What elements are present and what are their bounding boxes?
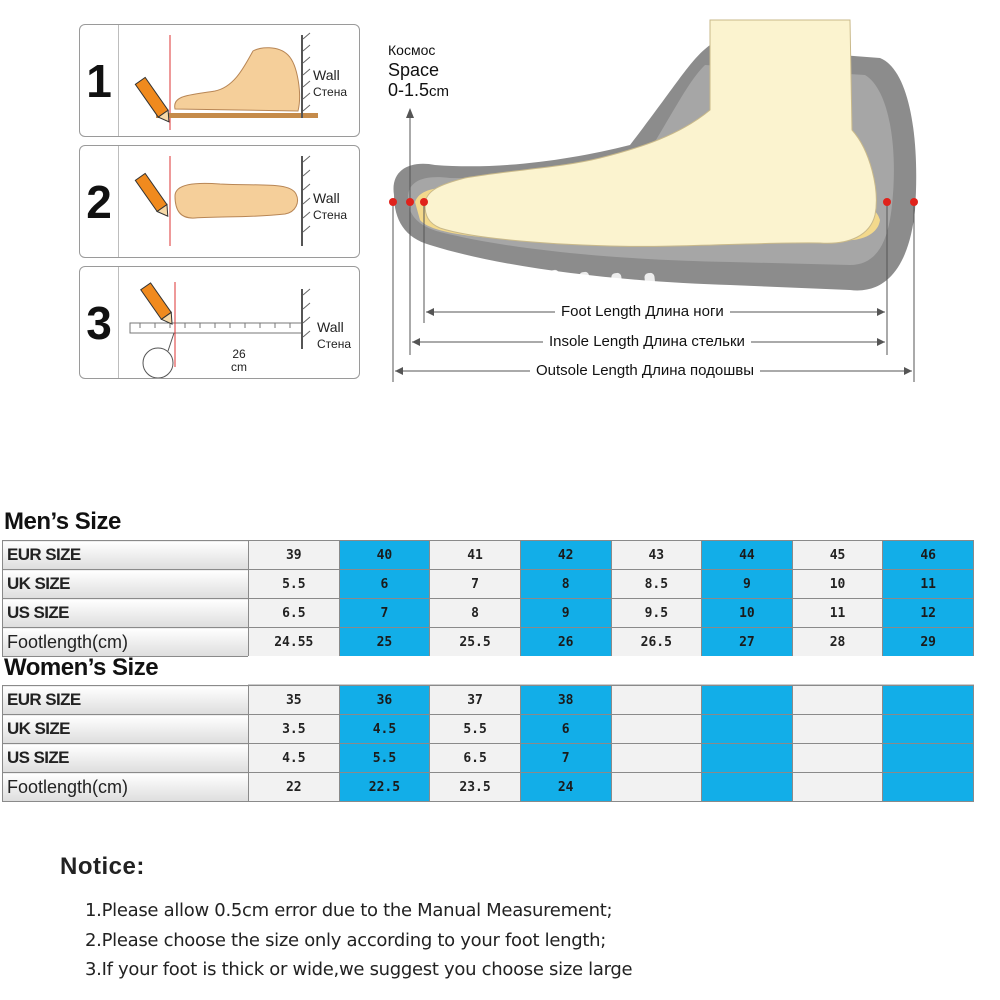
size-cell	[702, 686, 793, 715]
table-row	[3, 744, 974, 773]
size-cell: 25.5	[430, 628, 521, 657]
size-cell: 41	[430, 541, 521, 570]
size-cell: 4.5	[249, 744, 340, 773]
size-cell: 10	[702, 599, 793, 628]
notice-item-3: 3.If your foot is thick or wide,we suggest you choose size large	[85, 959, 633, 980]
size-cell: 7	[520, 744, 611, 773]
row-label: US SIZE	[3, 744, 249, 773]
table-row	[3, 773, 974, 802]
size-cell: 6.5	[430, 744, 521, 773]
size-cell: 8	[430, 599, 521, 628]
row-label: Footlength(cm)	[3, 628, 249, 657]
size-cell: 25	[339, 628, 430, 657]
women-size-title: Women’s Size	[4, 654, 159, 681]
row-label: UK SIZE	[3, 715, 249, 744]
size-cell: 11	[883, 570, 974, 599]
size-cell: 10	[792, 570, 883, 599]
size-cell: 35	[249, 686, 340, 715]
wall-label: Wall Стена	[313, 67, 348, 99]
table-row	[3, 686, 974, 715]
size-cell: 9	[520, 599, 611, 628]
size-cell: 22	[249, 773, 340, 802]
size-cell: 9.5	[611, 599, 702, 628]
size-cell: 46	[883, 541, 974, 570]
size-cell	[611, 686, 702, 715]
size-cell: 5.5	[430, 715, 521, 744]
size-cell	[792, 686, 883, 715]
step-number: 2	[80, 146, 119, 257]
table-row	[3, 599, 974, 628]
table-row	[3, 570, 974, 599]
table-row	[3, 628, 974, 657]
size-cell: 26	[520, 628, 611, 657]
row-label: US SIZE	[3, 599, 249, 628]
wall-label: Wall Стена	[313, 190, 348, 222]
men-size-title: Men’s Size	[4, 508, 121, 535]
size-cell: 40	[339, 541, 430, 570]
size-cell: 22.5	[339, 773, 430, 802]
size-cell: 23.5	[430, 773, 521, 802]
size-cell	[883, 773, 974, 802]
size-cell: 11	[792, 599, 883, 628]
women-size-table	[2, 685, 974, 802]
step-panel-3	[79, 266, 360, 379]
size-cell: 5.5	[339, 744, 430, 773]
size-cell: 5.5	[249, 570, 340, 599]
size-cell: 29	[883, 628, 974, 657]
table-row	[3, 541, 974, 570]
size-cell: 4.5	[339, 715, 430, 744]
size-cell	[883, 686, 974, 715]
size-cell	[611, 715, 702, 744]
size-cell	[702, 773, 793, 802]
notice-item-2: 2.Please choose the size only according to your foot length;	[85, 930, 606, 951]
size-cell	[611, 744, 702, 773]
step-number: 3	[80, 267, 119, 378]
foot-length-label: Foot Length Длина ноги	[555, 303, 730, 320]
size-cell: 6	[339, 570, 430, 599]
size-cell	[611, 773, 702, 802]
size-cell: 24	[520, 773, 611, 802]
size-cell: 36	[339, 686, 430, 715]
size-cell: 45	[792, 541, 883, 570]
size-cell: 38	[520, 686, 611, 715]
size-cell	[702, 715, 793, 744]
row-label: UK SIZE	[3, 570, 249, 599]
size-cell: 37	[430, 686, 521, 715]
wall-label: Wall Стена	[317, 319, 352, 351]
size-cell: 12	[883, 599, 974, 628]
size-cell: 8	[520, 570, 611, 599]
size-cell: 3.5	[249, 715, 340, 744]
men-size-table	[2, 540, 974, 657]
size-cell: 28	[792, 628, 883, 657]
size-cell: 24.55	[249, 628, 340, 657]
step-panel-2	[79, 145, 360, 258]
size-cell: 8.5	[611, 570, 702, 599]
size-cell: 26.5	[611, 628, 702, 657]
size-cell: 27	[702, 628, 793, 657]
size-cell	[702, 744, 793, 773]
size-cell: 6	[520, 715, 611, 744]
size-cell	[792, 715, 883, 744]
size-cell: 7	[339, 599, 430, 628]
women-title-row-spacer	[248, 656, 974, 685]
size-cell	[883, 744, 974, 773]
size-cell: 43	[611, 541, 702, 570]
size-cell	[883, 715, 974, 744]
insole-length-label: Insole Length Длина стельки	[543, 333, 751, 350]
size-cell: 44	[702, 541, 793, 570]
outsole-length-label: Outsole Length Длина подошвы	[530, 362, 760, 379]
row-label: EUR SIZE	[3, 541, 249, 570]
table-row	[3, 715, 974, 744]
size-cell: 42	[520, 541, 611, 570]
size-cell	[792, 773, 883, 802]
measure-badge: 26 cm	[231, 347, 247, 374]
row-label: EUR SIZE	[3, 686, 249, 715]
size-cell: 6.5	[249, 599, 340, 628]
size-cell: 9	[702, 570, 793, 599]
notice-item-1: 1.Please allow 0.5cm error due to the Manual Measurement;	[85, 900, 613, 921]
size-cell	[792, 744, 883, 773]
row-label: Footlength(cm)	[3, 773, 249, 802]
size-cell: 39	[249, 541, 340, 570]
notice-title: Notice:	[60, 853, 145, 880]
size-cell: 7	[430, 570, 521, 599]
step-panel-1	[79, 24, 360, 137]
step-number: 1	[80, 25, 119, 136]
space-label: Космос Space 0-1.5cm	[388, 42, 450, 100]
